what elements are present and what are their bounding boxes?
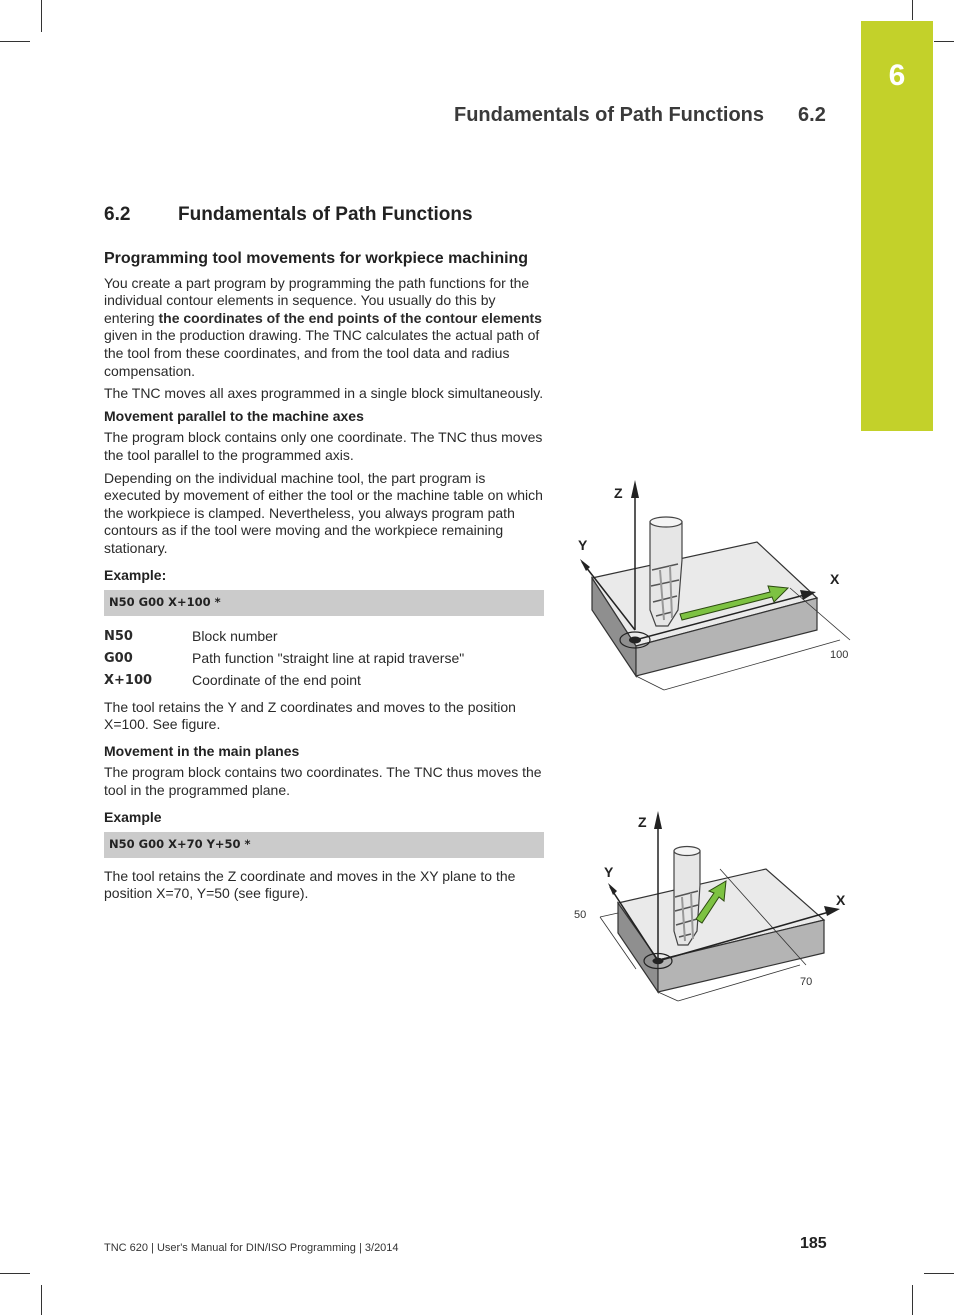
chapter-number: 6: [888, 59, 906, 92]
figure1-dimension: 100: [830, 649, 849, 661]
figure-axis-parallel-movement: [560, 470, 860, 700]
definition-row: [104, 670, 544, 692]
figure2-dimension-y: 50: [574, 909, 587, 921]
figure1-label-x: X: [830, 571, 840, 587]
example-label: Example:: [104, 566, 167, 583]
section-title-text: Fundamentals of Path Functions: [178, 204, 473, 225]
definition-row: [104, 626, 544, 648]
intro-emphasis: the coordinates of the end points of the contour elements: [158, 309, 542, 326]
definition-desc: Block number: [192, 627, 278, 644]
parallel-paragraph-1: The program block contains only one coordinate. The TNC thus moves the tool parallel to the programmed axis.: [104, 429, 543, 463]
main-content: [104, 206, 544, 908]
footer-text: TNC 620 | User's Manual for DIN/ISO Programming | 3/2014: [104, 1242, 399, 1254]
crop-mark: [924, 1273, 954, 1274]
figure2-label-x: X: [836, 892, 846, 908]
definition-desc: Coordinate of the end point: [192, 671, 361, 688]
definition-row: [104, 648, 544, 670]
figure1-label-z: Z: [614, 485, 623, 501]
crop-mark: [0, 1273, 30, 1274]
definition-term: G00: [104, 650, 133, 666]
intro-paragraph-2: The TNC moves all axes programmed in a single block simultaneously.: [104, 385, 544, 402]
figure2-dimension-x: 70: [800, 976, 813, 988]
figure2-label-z: Z: [638, 814, 647, 830]
section-number: 6.2: [104, 204, 131, 225]
figure2-label-y: Y: [604, 864, 614, 880]
intro-text: You create a part program by programming the path functions for the individual contour elements in sequence. You usually do this by entering: [104, 274, 530, 326]
parallel-paragraph-2: Depending on the individual machine tool, the part program is executed by movement of either the tool or the machine table on which the workpiece is clamped. Nevertheless, you always program path contours as if the tool were moving and the workpiece remaining stationary.: [104, 469, 543, 556]
running-header: [454, 104, 826, 127]
crop-mark: [912, 1285, 913, 1315]
figure1-label-y: Y: [578, 537, 588, 553]
crop-mark: [0, 41, 30, 42]
definition-table: [104, 626, 544, 692]
parallel-paragraph-3: The tool retains the Y and Z coordinates and moves to the position X=100. See figure.: [104, 698, 516, 733]
code-block: N50 G00 X+100 *: [104, 590, 544, 616]
example-label-2: Example: [104, 808, 162, 825]
definition-term: X+100: [104, 672, 153, 688]
planes-heading: Movement in the main planes: [104, 742, 300, 759]
crop-mark: [41, 0, 42, 32]
running-number: 6.2: [798, 104, 826, 126]
planes-paragraph-2: The tool retains the Z coordinate and moves in the XY plane to the position X=70, Y=50 (see figure).: [104, 867, 516, 902]
intro-paragraph: [104, 275, 544, 381]
intro-text-end: given in the production drawing. The TNC calculates the actual path of the tool from these coordinates, and from the tool data and radius compensation.: [104, 327, 540, 379]
crop-mark: [934, 41, 954, 42]
running-title: Fundamentals of Path Functions: [454, 104, 765, 126]
definition-term: N50: [104, 628, 133, 644]
crop-mark: [41, 1285, 42, 1315]
figure-plane-movement: [560, 805, 860, 1015]
definition-desc: Path function "straight line at rapid traverse": [192, 649, 465, 666]
page-number: 185: [800, 1235, 827, 1252]
planes-paragraph-1: The program block contains two coordinates. The TNC thus moves the tool in the programmed plane.: [104, 764, 542, 799]
subsection-title: Programming tool movements for workpiece machining: [104, 249, 529, 267]
parallel-heading: Movement parallel to the machine axes: [104, 407, 364, 424]
chapter-tab: [861, 21, 933, 431]
section-title: [104, 206, 544, 224]
crop-mark: [912, 0, 913, 20]
code-block-2: N50 G00 X+70 Y+50 *: [104, 832, 544, 858]
